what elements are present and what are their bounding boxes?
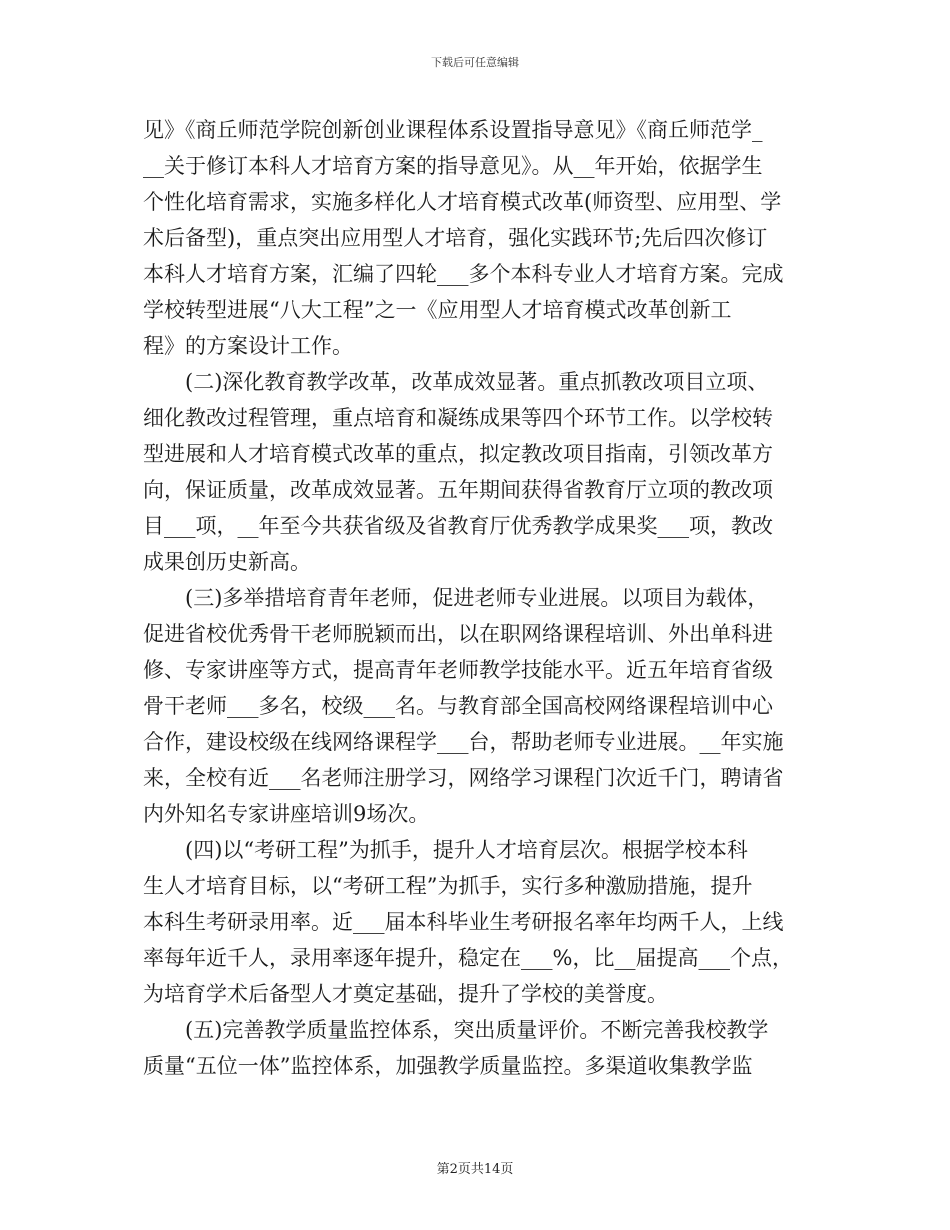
document-body — [143, 112, 805, 1084]
text-line: 向，保证质量，改革成效显著。五年期间获得省教育厅立项的教改项 — [143, 478, 773, 502]
text-line: 促进省校优秀骨干老师脱颖而出，以在职网络课程培训、外出单科进 — [143, 622, 773, 646]
text-line: 成果创历史新高。 — [143, 550, 311, 574]
text-line: 来，全校有近___名老师注册学习，网络学习课程门次近千门，聘请省 — [143, 766, 784, 790]
text-line: 见》《商丘师范学院创新创业课程体系设置指导意见》《商丘师范学_ — [143, 118, 763, 142]
page-header: 下载后可任意编辑 — [431, 56, 519, 69]
text-line: 个性化培育需求，实施多样化人才培育模式改革(师资型、应用型、学 — [143, 190, 782, 214]
page-number: 第2页共14页 — [436, 1162, 514, 1177]
text-line: 程》的方案设计工作。 — [143, 334, 353, 358]
text-line: 为培育学术后备型人才奠定基础，提升了学校的美誉度。 — [143, 982, 668, 1006]
text-line: 型进展和人才培育模式改革的重点，拟定教改项目指南，引领改革方 — [143, 442, 773, 466]
paragraph-heading-3: (三)多举措培育青年老师，促进老师专业进展。以项目为载体， — [185, 586, 769, 610]
text-line: 骨干老师___多名，校级___名。与教育部全国高校网络课程培训中心 — [143, 694, 773, 718]
text-line: 术后备型)，重点突出应用型人才培育，强化实践环节;先后四次修订 — [143, 226, 768, 250]
text-line: 学校转型进展“八大工程”之一《应用型人才培育模式改革创新工 — [143, 298, 732, 322]
text-line: 生人才培育目标，以“考研工程”为抓手，实行多种激励措施，提升 — [143, 874, 753, 898]
text-line: 目___项，__年至今共获省级及省教育厅优秀教学成果奖___项，教改 — [143, 514, 773, 538]
text-line: 本科生考研录用率。近___届本科毕业生考研报名率年均两千人，上线 — [143, 910, 784, 934]
text-line: 细化教改过程管理，重点培育和凝练成果等四个环节工作。以学校转 — [143, 406, 773, 430]
paragraph-heading-2: (二)深化教育教学改革，改革成效显著。重点抓教改项目立项、 — [185, 370, 769, 394]
text-line: 内外知名专家讲座培训9场次。 — [143, 802, 430, 826]
text-line: __关于修订本科人才培育方案的指导意见》。从__年开始，依据学生 — [143, 154, 763, 178]
paragraph-heading-5: (五)完善教学质量监控体系，突出质量评价。不断完善我校教学 — [185, 1018, 769, 1042]
text-line: 质量“五位一体”监控体系，加强教学质量监控。多渠道收集教学监 — [143, 1054, 753, 1078]
text-line: 率每年近千人，录用率逐年提升，稳定在___%，比__届提高___个点， — [143, 946, 793, 970]
text-line: 修、专家讲座等方式，提高青年老师教学技能水平。近五年培育省级 — [143, 658, 773, 682]
paragraph-heading-4: (四)以“考研工程”为抓手，提升人才培育层次。根据学校本科 — [185, 838, 748, 862]
text-line: 合作，建设校级在线网络课程学___台，帮助老师专业进展。__年实施 — [143, 730, 784, 754]
text-line: 本科人才培育方案，汇编了四轮___多个本科专业人才培育方案。完成 — [143, 262, 784, 286]
